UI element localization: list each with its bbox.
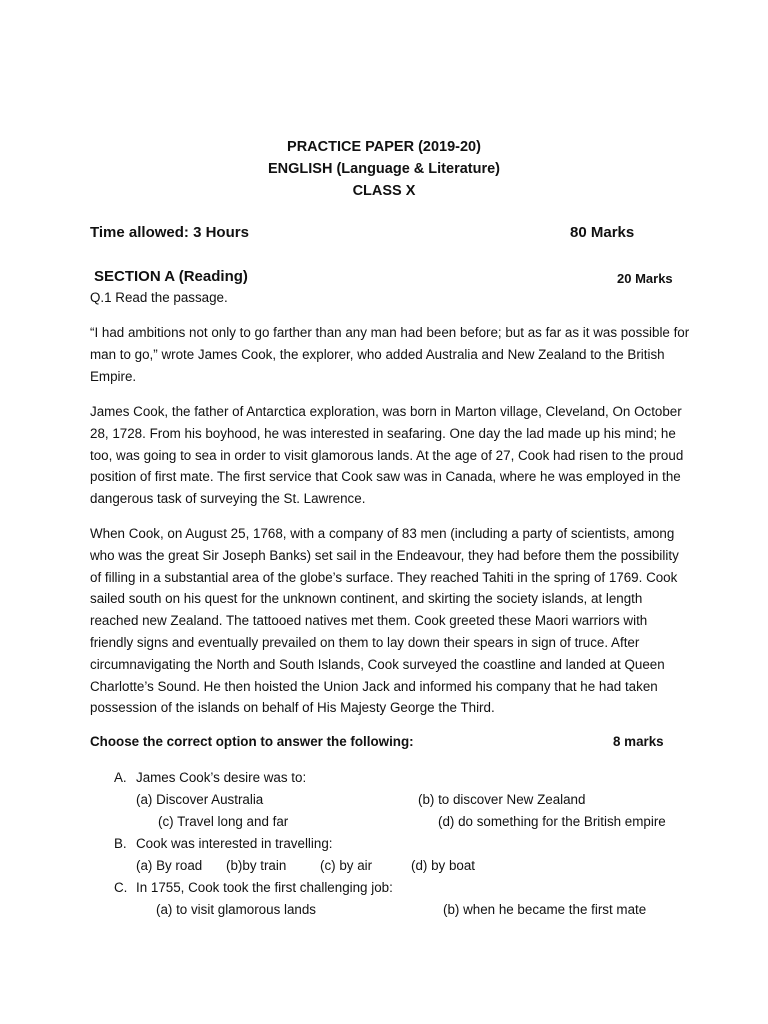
question-b [114, 833, 333, 855]
question-a-label: A. [114, 770, 127, 785]
question-a-option-d: (d) do something for the British empire [438, 814, 666, 829]
question-a-option-c: (c) Travel long and far [158, 814, 289, 829]
question-a [114, 767, 306, 789]
question-b-option-d: (d) by boat [411, 858, 476, 873]
question-c [114, 877, 393, 899]
q1-instruction: Q.1 Read the passage. [90, 290, 228, 305]
question-c-option-b: (b) when he became the first mate [443, 902, 647, 917]
choose-marks: 8 marks [613, 734, 664, 749]
question-c-option-a: (a) to visit glamorous lands [156, 902, 317, 917]
question-b-option-c: (c) by air [320, 858, 373, 873]
choose-instruction: Choose the correct option to answer the following: [90, 734, 414, 749]
paper-class: CLASS X [352, 183, 416, 199]
question-a-text: James Cook’s desire was to: [136, 770, 307, 785]
question-b-label: B. [114, 836, 127, 851]
question-b-text: Cook was interested in travelling: [136, 836, 333, 851]
paper-header [0, 136, 768, 202]
total-marks: 80 Marks [570, 224, 635, 241]
section-title: SECTION A (Reading) [94, 268, 248, 285]
question-c-label: C. [114, 880, 128, 895]
paper-subject: ENGLISH (Language & Literature) [267, 161, 501, 177]
passage-paragraph-3: When Cook, on August 25, 1768, with a company of 83 men (including a party of scientists, among who was the great Sir Joseph Banks) set sail in the Endeavour, they had before them the possibility of filling in a substantial area of the globe’s surface. They reached Tahiti in the spring of 1769. Cook sailed south on his quest for the unknown continent, and skirting the society islands, at length reached new Zealand. The tattooed natives met them. Cook greeted these Maori warriors with friendly signs and eventually prevailed on them to lay down their spears in sign of truce. After circumnavigating the North and South Islands, Cook surveyed the coastline and landed at Queen Charlotte’s Sound. He then hoisted the Union Jack and informed his company that he had taken possession of the islands on behalf of His Majesty George the Third. [90, 526, 679, 716]
question-b-option-a: (a) By road [136, 858, 203, 873]
passage-paragraph-1: “I had ambitions not only to go farther than any man had been before; but as far as it was possible for man to go,” wrote James Cook, the explorer, who added Australia and New Zealand to the British Empire. [90, 325, 690, 384]
question-a-option-a: (a) Discover Australia [136, 792, 264, 807]
question-a-option-b: (b) to discover New Zealand [418, 792, 586, 807]
choose-instruction-row [90, 734, 678, 749]
passage-paragraph-2: James Cook, the father of Antarctica exploration, was born in Marton village, Cleveland, On October 28, 1728. From his boyhood, he was interested in seafaring. One day the lad made up his mind; he too, was going to sea in order to visit glamorous lands. At the age of 27, Cook had risen to the proud position of first mate. The first service that Cook saw was in Canada, where he was employed in the dangerous task of surveying the St. Lawrence. [90, 404, 684, 507]
question-c-text: In 1755, Cook took the first challenging job: [136, 880, 393, 895]
section-marks: 20 Marks [617, 271, 673, 286]
paper-title: PRACTICE PAPER (2019-20) [287, 139, 481, 155]
question-b-option-b: (b)by train [226, 858, 287, 873]
time-allowed: Time allowed: 3 Hours [90, 224, 249, 241]
